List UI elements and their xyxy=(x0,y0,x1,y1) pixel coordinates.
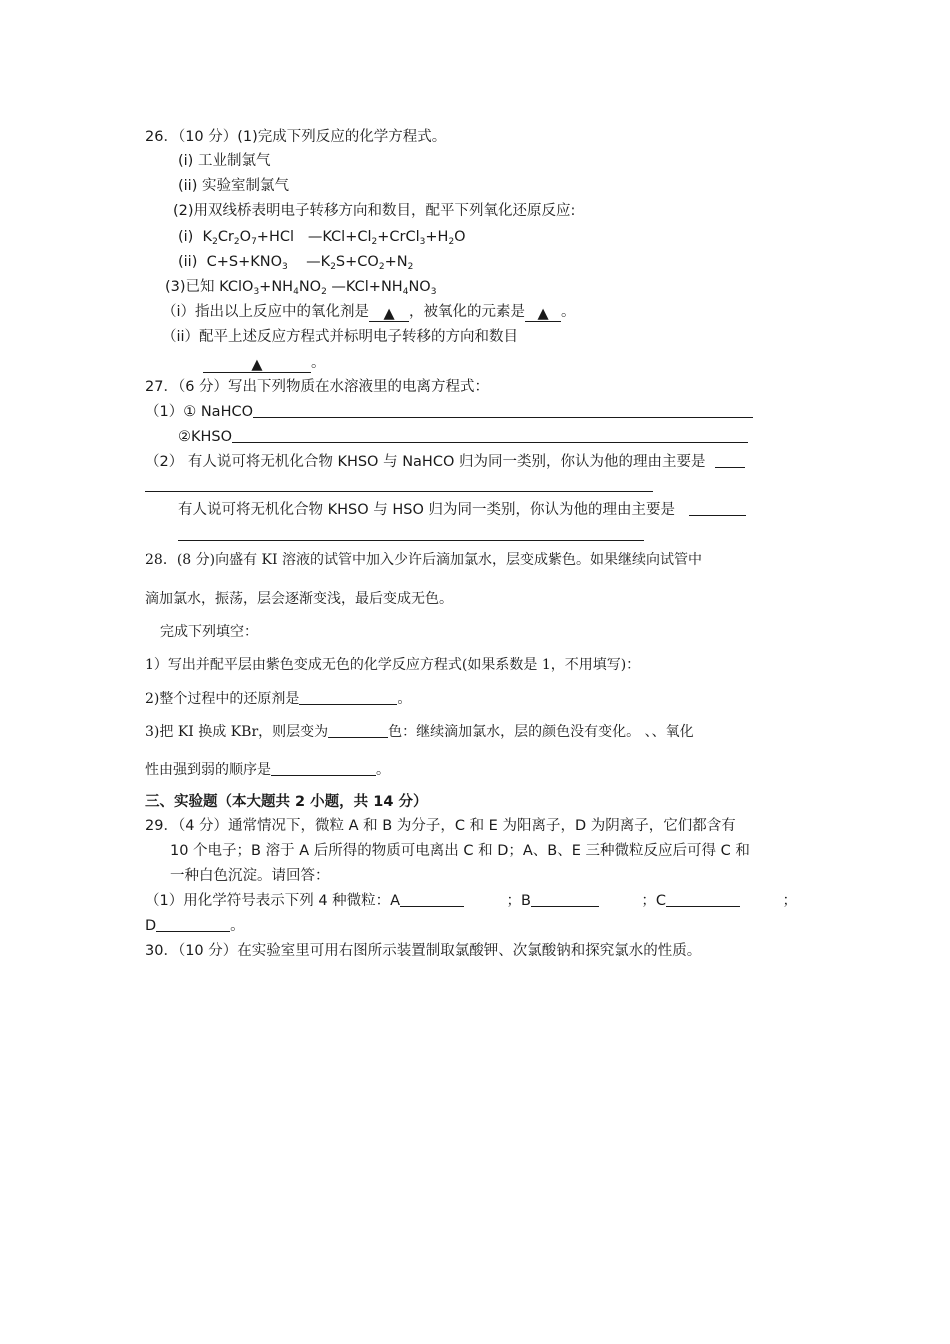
q27-heading: 27．（6 分）写出下列物质在水溶液里的电离方程式： xyxy=(145,379,490,395)
answer-blank-oxidizing-order[interactable] xyxy=(271,760,376,776)
eq2-number: (ii) xyxy=(178,254,198,270)
answer-line-reason-2[interactable] xyxy=(178,540,644,541)
q27-line-2: ②KHSO xyxy=(178,427,748,447)
q29-line-3: 一种白色沉淀。请回答： xyxy=(170,868,330,884)
q26-answer-line: ▲ 。 xyxy=(203,353,326,373)
q29-particles-line: （1）用化学符号表示下列 4 种微粒：A ；B ；C ； xyxy=(145,893,797,909)
answer-blank-particle-b[interactable] xyxy=(531,891,599,907)
answer-blank-nahco[interactable] xyxy=(253,402,753,418)
q28-heading-a: 28．(8 分)向盛有 KI 溶液的试管中加入少许后滴加氯水，层变成紫色。如果继续向试管中 xyxy=(145,552,702,568)
q26-heading: 26．（10 分）(1)完成下列反应的化学方程式。 xyxy=(145,129,447,145)
q29-particle-d-line: D 。 xyxy=(145,918,245,934)
answer-blank-layer-color[interactable] xyxy=(328,722,388,738)
q26-equation-1: (i) $K_2Cr_2O_7+HCl$ $—KCl+Cl_2+CrCl_3+H_2O$ xyxy=(178,229,466,247)
eq1-number: (i) xyxy=(178,229,194,245)
answer-blank-balanced-equation[interactable]: ▲ xyxy=(203,355,311,373)
q29-line-2: 10 个电子；B 溶于 A 后所得的物质可电离出 C 和 D；A、B、E 三种微粒反应后可得 C 和 xyxy=(170,843,750,859)
q26-item-i: (i) 工业制氯气 xyxy=(178,153,271,169)
answer-blank-particle-d[interactable] xyxy=(156,916,230,932)
q28-fill-instruction: 完成下列填空： xyxy=(160,624,258,640)
q26-equation-2: (ii) $C+S+KNO_3$ $—K_2S+CO_2+N_2$ xyxy=(178,254,414,272)
answer-blank-oxidizer[interactable]: ▲ xyxy=(369,304,409,322)
answer-blank-particle-a[interactable] xyxy=(400,891,464,907)
q28-step-3b: 性由强到弱的顺序是 。 xyxy=(145,762,390,778)
q26-item-ii: (ii) 实验室制氯气 xyxy=(178,178,289,194)
answer-blank-reducing-agent[interactable] xyxy=(299,689,397,705)
answer-blank-reason-2a[interactable] xyxy=(689,500,746,516)
answer-blank-oxidized-element[interactable]: ▲ xyxy=(525,304,561,322)
q28-step-1: 1）写出并配平层由紫色变成无色的化学反应方程式(如果系数是 1，不用填写)： xyxy=(145,657,641,673)
q26-subquestion-i: （i）指出以上反应中的氧化剂是 ▲ ，被氧化的元素是 ▲ 。 xyxy=(162,304,576,322)
q26-part2: (2)用双线桥表明电子转移方向和数目，配平下列氧化还原反应: xyxy=(173,203,576,219)
q30-line-1: 30．（10 分）在实验室里可用右图所示装置制取氯酸钾、次氯酸钠和探究氯水的性质。 xyxy=(145,943,702,959)
q28-step-2: 2)整个过程中的还原剂是 。 xyxy=(145,691,412,707)
answer-line-reason-1[interactable] xyxy=(145,491,653,492)
q27-line-1: （1）① NaHCO xyxy=(145,402,753,422)
q29-line-1: 29．（4 分）通常情况下，微粒 A 和 B 为分子，C 和 E 为阳离子，D 为阴离子，它们都含有 xyxy=(145,818,736,834)
q28-step-3: 3)把 KI 换成 KBr，则层变为 色：继续滴加氯水，层的颜色没有变化。 、、氧化 xyxy=(145,724,694,740)
answer-blank-particle-c[interactable] xyxy=(666,891,740,907)
section-3-title: 三、实验题（本大题共 2 小题，共 14 分） xyxy=(145,794,428,810)
q27-part2b: 有人说可将无机化合物 KHSO 与 HSO 归为同一类别，你认为他的理由主要是 xyxy=(178,500,746,520)
answer-blank-reason-1a[interactable] xyxy=(715,452,745,468)
answer-blank-khso[interactable] xyxy=(232,427,748,443)
q28-heading-b: 滴加氯水，振荡，层会逐渐变浅，最后变成无色。 xyxy=(145,591,453,607)
q27-part2: （2） 有人说可将无机化合物 KHSO 与 NaHCO 归为同一类别，你认为他的理由主要是 xyxy=(145,452,745,472)
q26-part3: (3)已知 $KClO_3+NH_4NO_2$ $—KCl+NH_4NO_3$ xyxy=(165,279,437,297)
q26-subquestion-ii: （ii）配平上述反应方程式并标明电子转移的方向和数目 xyxy=(162,329,519,345)
